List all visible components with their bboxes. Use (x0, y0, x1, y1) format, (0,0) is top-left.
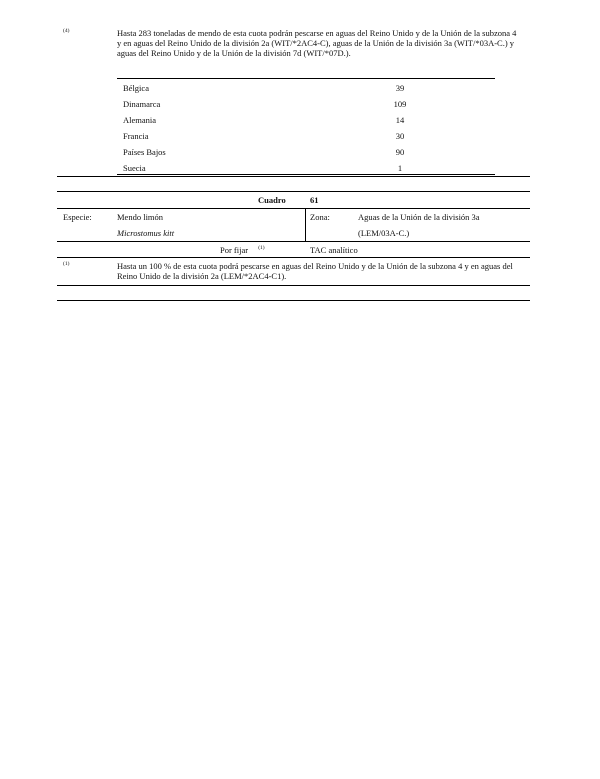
tac-rule (57, 257, 530, 258)
allocation-table-top-rule (117, 78, 495, 79)
footnote-1-line: Hasta un 100 % de esta cuota podrá pescarse en aguas del Reino Unido y de la Unión de la subzona 4 y en aguas del (117, 261, 513, 271)
species-label: Especie: (63, 212, 92, 222)
species-zone-divider (305, 208, 306, 241)
species-latin-name: Microstomus kitt (117, 228, 175, 238)
zone-label: Zona: (310, 212, 330, 222)
country-name: Dinamarca (123, 99, 161, 109)
por-fijar-footnote-ref: (1) (258, 245, 265, 252)
cuadro-label: Cuadro (258, 195, 286, 205)
table-row (117, 145, 495, 161)
country-value: 109 (393, 99, 407, 109)
por-fijar-label: Por fijar (220, 245, 249, 255)
note-4-line: aguas del Reino Unido y de la Unión de la división 7d (WIT/*07D.). (117, 48, 351, 59)
country-name: Francia (123, 131, 149, 141)
species-rule (57, 241, 530, 242)
country-name: Países Bajos (123, 147, 166, 157)
note-4-text (117, 28, 537, 59)
table-row (117, 129, 495, 145)
species-common-name: Mendo limón (117, 212, 164, 222)
footnote-1-line: Reino Unido de la división 2a (LEM/*2AC4-C1). (117, 271, 287, 282)
cuadro-top-rule (57, 176, 530, 177)
zone-code: (LEM/03A-C.) (358, 228, 410, 238)
country-value: 1 (397, 163, 403, 173)
table-row (117, 81, 495, 97)
country-value: 90 (395, 147, 405, 157)
table-row (117, 113, 495, 129)
footnote-rule (57, 285, 530, 286)
country-value: 14 (395, 115, 405, 125)
allocation-table (117, 81, 495, 177)
country-name: Bélgica (123, 83, 149, 93)
table-row (117, 97, 495, 113)
zone-description: Aguas de la Unión de la división 3a (358, 212, 480, 222)
footnote-1-text (117, 261, 527, 281)
cuadro-bottom-rule (57, 300, 530, 301)
country-name: Suecia (123, 163, 146, 173)
cuadro-header-rule (57, 208, 530, 209)
note-4-line: Hasta 283 toneladas de mendo de esta cuota podrán pescarse en aguas del Reino Unido y de la Unión de la subzona 4 (117, 28, 517, 38)
cuadro-rule (57, 191, 530, 192)
tac-type: TAC analítico (310, 245, 358, 255)
allocation-table-bottom-rule (117, 174, 495, 175)
por-fijar-text (220, 245, 265, 255)
country-name: Alemania (123, 115, 157, 125)
country-value: 39 (395, 83, 405, 93)
country-value: 30 (395, 131, 405, 141)
cuadro-number: 61 (310, 195, 319, 205)
note-4-line: y en aguas del Reino Unido de la división 2a (WIT/*2AC4-C), aguas de la Unión de la división 3a (WIT/*03A-C.) y (117, 38, 515, 49)
